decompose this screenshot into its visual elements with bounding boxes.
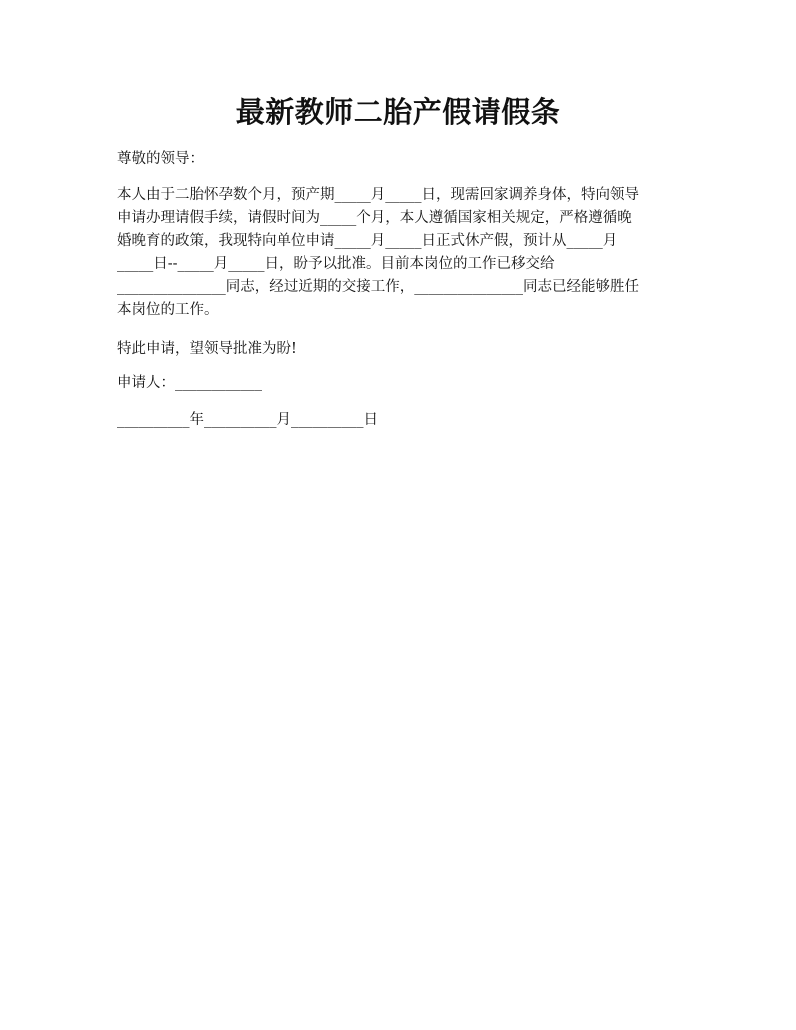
applicant-line: 申请人：____________: [117, 375, 262, 391]
body-line-3: 婚晚育的政策，我现特向单位申请_____月_____日正式休产假，预计从_____月: [117, 233, 618, 249]
date-line: __________年__________月__________日: [117, 412, 378, 428]
body-line-6: 本岗位的工作。: [117, 302, 219, 318]
body-line-4: _____日--_____月_____日，盼予以批准。目前本岗位的工作已移交给: [117, 256, 555, 272]
body-paragraph: [117, 184, 687, 322]
body-line-2: 申请办理请假手续，请假时间为_____个月，本人遵循国家相关规定，严格遵循晚: [117, 210, 632, 226]
body-line-1: 本人由于二胎怀孕数个月，预产期_____月_____日，现需回家调养身体，特向领导: [117, 187, 639, 203]
body-line-5: _______________同志，经过近期的交接工作，_______________同志已经能够胜任: [117, 279, 639, 295]
document-title: 最新教师二胎产假请假条: [235, 95, 561, 129]
greeting: 尊敬的领导：: [117, 151, 204, 167]
closing-line: 特此申请，望领导批准为盼!: [117, 341, 297, 357]
